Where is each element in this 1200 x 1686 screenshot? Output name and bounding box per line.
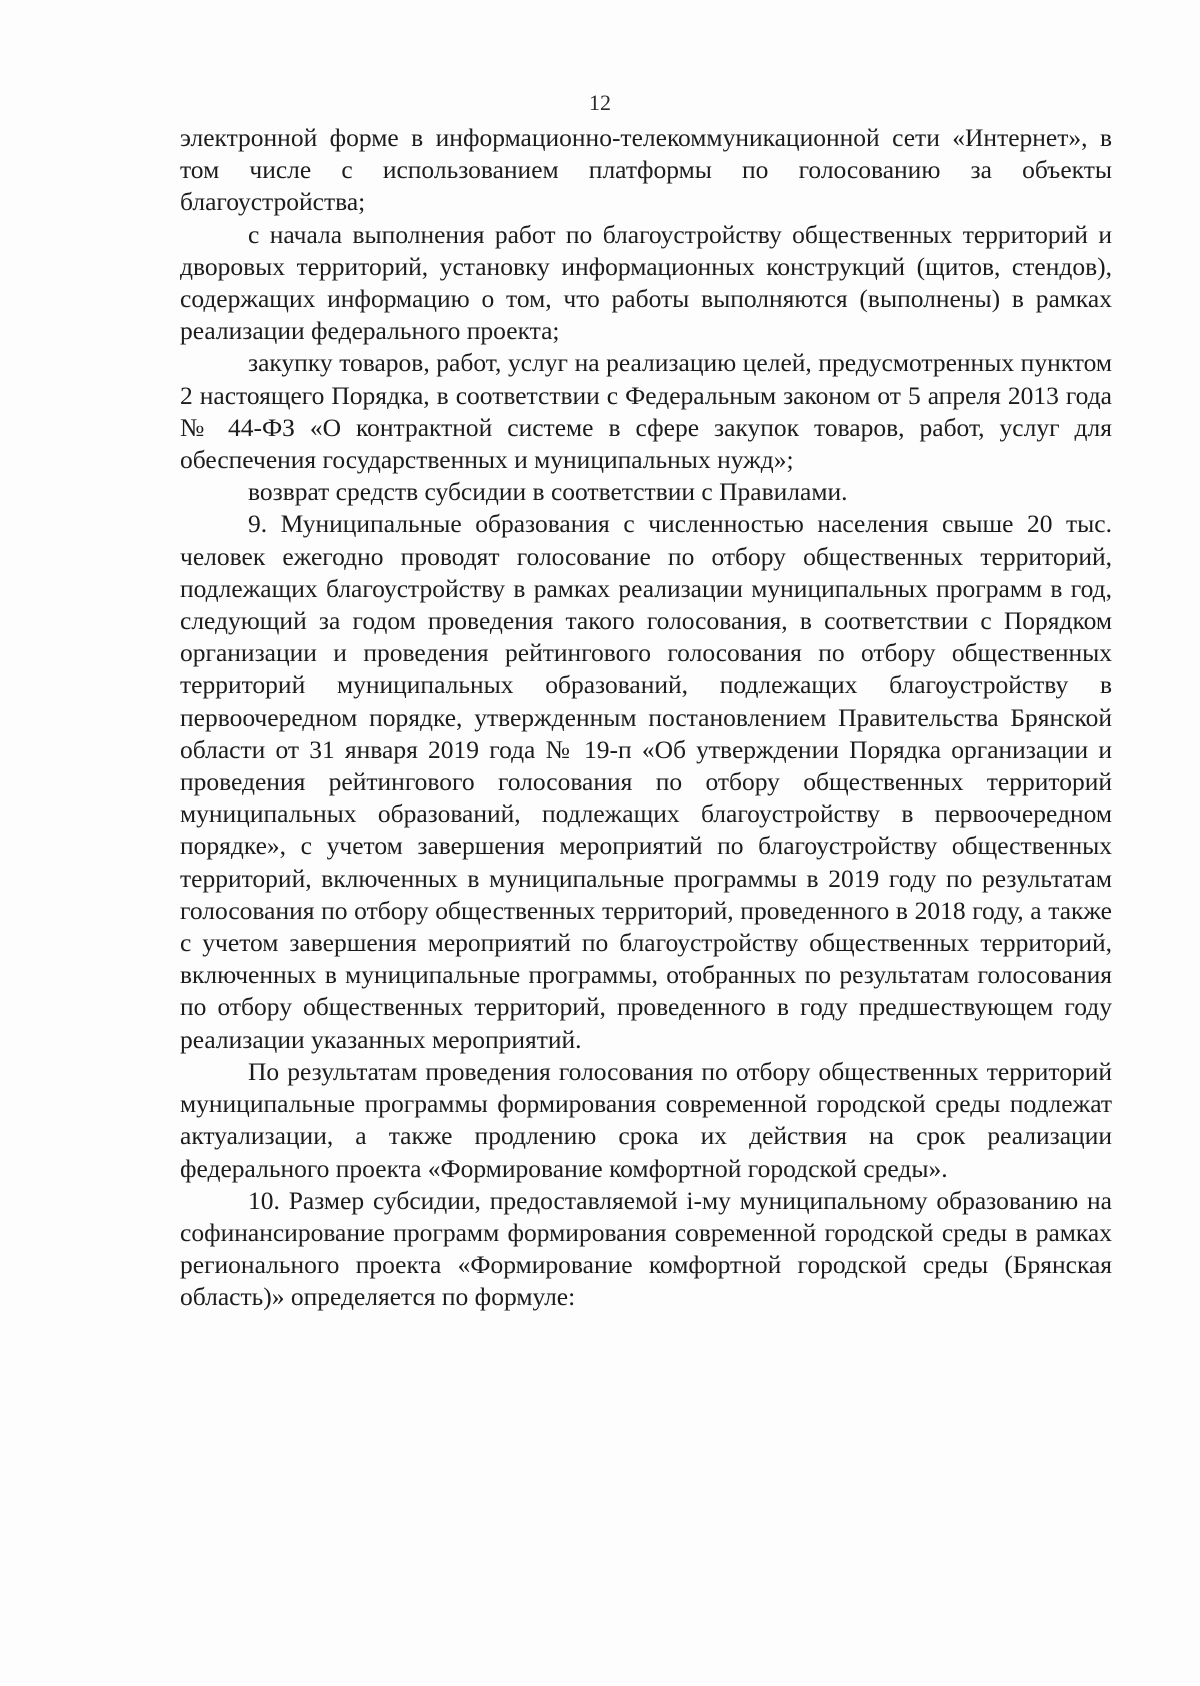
paragraph-voting-results: По результатам проведения голосования по отбору общественных территорий муниципальные программы формирования современной городской среды подлежат актуализации, а также продлению срока их действия на срок реализации федерального проекта «Формирование комфортной городской среды».: [180, 1056, 1112, 1183]
document-body: [180, 122, 1112, 1314]
paragraph-procurement: закупку товаров, работ, услуг на реализацию целей, предусмотренных пунктом 2 настоящего Порядка, в соответствии с Федеральным законом от 5 апреля 2013 года № 44-ФЗ «О контрактной системе в сфере закупок товаров, работ, услуг для обеспечения государственных и муниципальных нужд»;: [180, 348, 1112, 475]
paragraph-subsidy-return: возврат средств субсидии в соответствии с Правилами.: [248, 477, 848, 507]
page-number: 12: [589, 90, 611, 115]
paragraph-item-10: 10. Размер субсидии, предоставляемой i-му муниципальному образованию на софинансирование программ формирования современной городской среды в рамках регионального проекта «Формирование комфортной городской среды (Брянская область)» определяется по формуле:: [180, 1185, 1112, 1312]
paragraph-info-constructions: с начала выполнения работ по благоустройству общественных территорий и дворовых территорий, установку информационных конструкций (щитов, стендов), содержащих информацию о том, что работы выполняются (выполнены) в рамках реализации федерального проекта;: [180, 219, 1112, 346]
paragraph-continuation: электронной форме в информационно-телекоммуникационной сети «Интернет», в том числе с использованием платформы по голосованию за объекты благоустройства;: [180, 123, 1112, 217]
paragraph-item-9: 9. Муниципальные образования с численностью населения свыше 20 тыс. человек ежегодно проводят голосование по отбору общественных территорий, подлежащих благоустройству в рамках реализации муниципальных программ в год, следующий за годом проведения такого голосования, в соответствии с Порядком организации и проведения рейтингового голосования по отбору общественных территорий муниципальных образований, подлежащих благоустройству в первоочередном порядке, утвержденным постановлением Правительства Брянской области от 31 января 2019 года № 19-п «Об утверждении Порядка организации и проведения рейтингового голосования по отбору общественных территорий муниципальных образований, подлежащих благоустройству в первоочередном порядке», с учетом завершения мероприятий по благоустройству общественных территорий, включенных в муниципальные программы в 2019 году по результатам голосования по отбору общественных территорий, проведенного в 2018 году, а также с учетом завершения мероприятий по благоустройству общественных территорий, включенных в муниципальные программы, отобранных по результатам голосования по отбору общественных территорий, проведенного в году предшествующем году реализации указанных мероприятий.: [180, 509, 1112, 1054]
